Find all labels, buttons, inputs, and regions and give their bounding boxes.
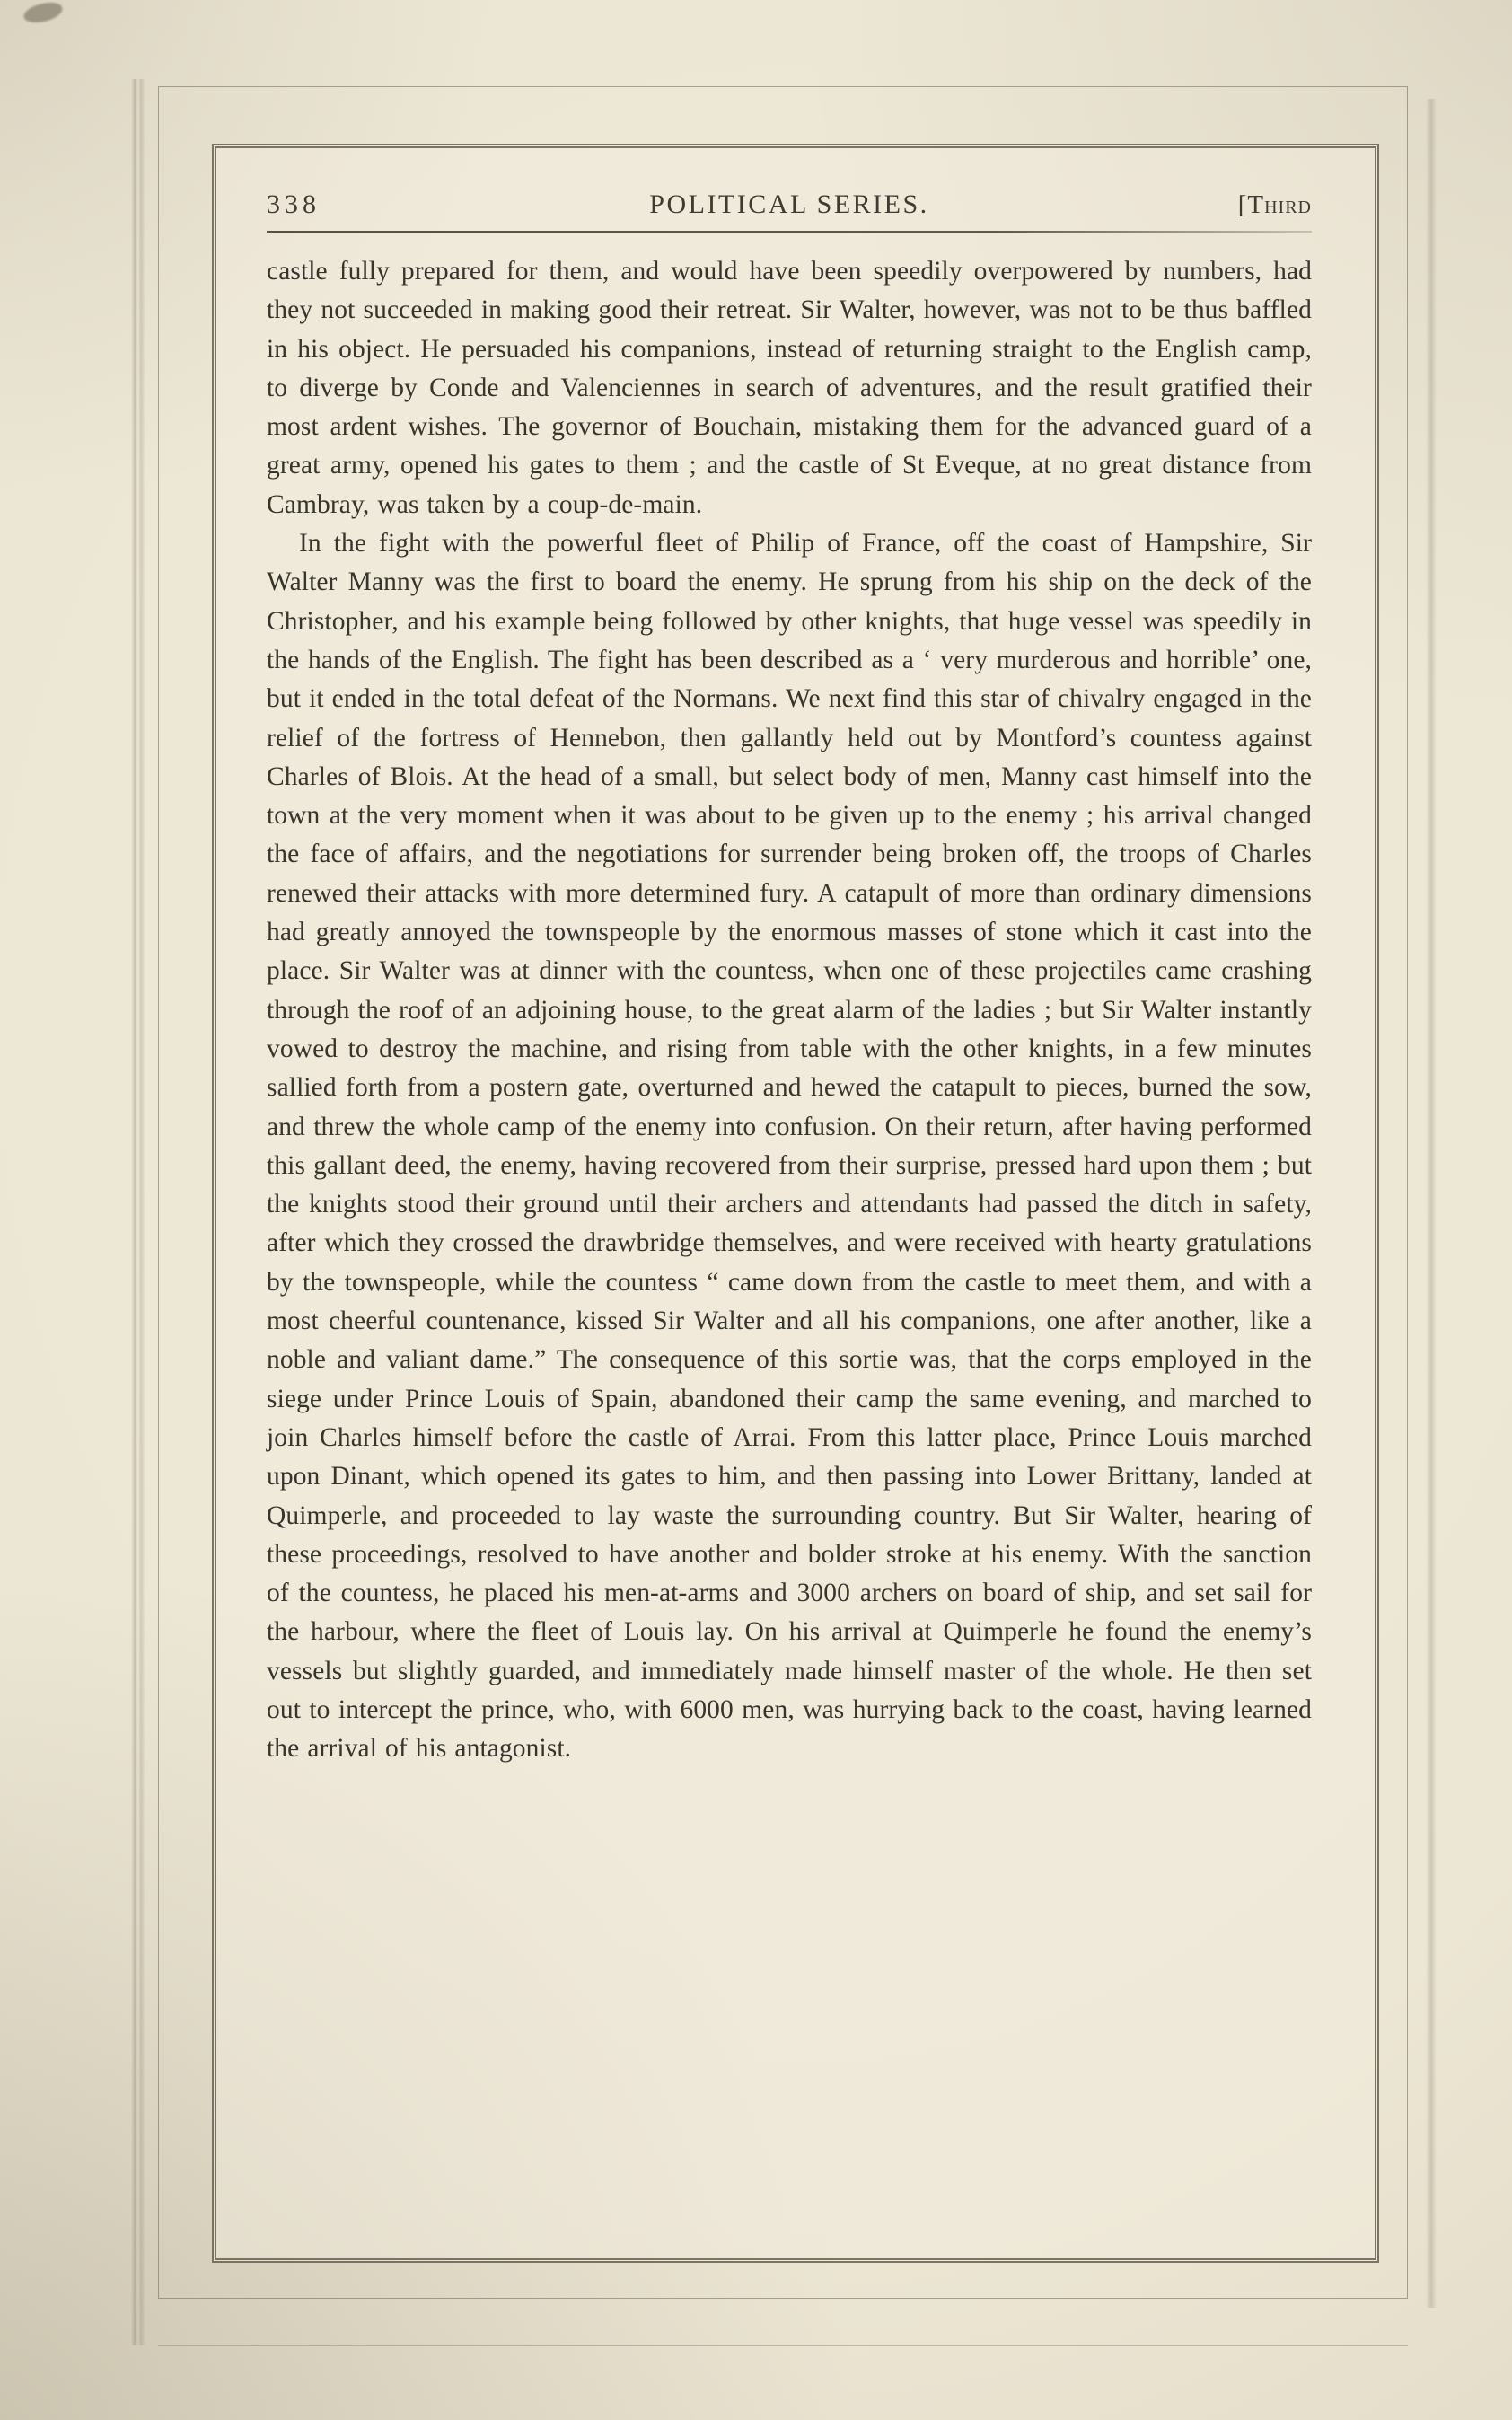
page-edge-right [1426,99,1437,2308]
header-rule [267,231,1312,233]
header-right-label: [Third [1237,190,1312,219]
scan-artifact-corner [22,0,65,26]
page-content [216,148,1375,2258]
body-text [267,252,1312,1769]
page-header [267,189,1312,220]
page-number: 338 [267,189,321,219]
page-edge-left [131,79,145,2345]
bottom-rule [158,2345,1408,2346]
paragraph: castle fully prepared for them, and would have been speedily overpowered by numbers, had they not succeeded in making good their retreat. Sir Walter, however, was not to be thus baffled in his object. He persuaded his companions, instead of returning straight to the English camp, to diverge by Conde and Valenciennes in search of adventures, and the result gratified their most ardent wishes. The governor of Bouchain, mistaking them for the advanced guard of a great army, opened his gates to them ; and the castle of St Eveque, at no great distance from Cambray, was taken by a coup-de-main. [267,257,1312,519]
inner-border [212,144,1379,2263]
paragraph: In the fight with the powerful fleet of Philip of France, off the coast of Hampshire, Sir Walter Manny was the first to board the enemy. He sprung from his ship on the deck of the Christopher, and his example being followed by other knights, that huge vessel was speedily in the hands of the English. The fight has been described as a ‘ very murderous and horrible’ one, but it ended in the total defeat of the Normans. We next find this star of chivalry engaged in the relief of the fortress of Hennebon, then gallantly held out by Montford’s countess against Charles of Blois. At the head of a small, but select body of men, Manny cast himself into the town at the very moment when it was about to be given up to the enemy ; his arrival changed the face of affairs, and the negotiations for surrender being broken off, the troops of Charles renewed their attacks with more determined fury. A catapult of more than ordinary dimensions had greatly annoyed the townspeople by the enormous masses of stone which it cast into the place. Sir Walter was at dinner with the countess, when one of these projectiles came crashing through the roof of an adjoining house, to the great alarm of the ladies ; but Sir Walter instantly vowed to destroy the machine, and rising from table with the other knights, in a few minutes sallied forth from a postern gate, overturned and hewed the catapult to pieces, burned the sow, and threw the whole camp of the enemy into confusion. On their return, after having performed this gallant deed, the enemy, having recovered from their surprise, pressed hard upon them ; but the knights stood their ground until their archers and attendants had passed the ditch in safety, after which they crossed the drawbridge themselves, and were received with hearty gratulations by the townspeople, while the countess “ came down from the castle to meet them, and with a most cheerful countenance, kissed Sir Walter and all his companions, one after another, like a noble and valiant dame.” The consequence of this sortie was, that the corps employed in the siege under Prince Louis of Spain, abandoned their camp the same evening, and marched to join Charles himself before the castle of Arrai. From this latter place, Prince Louis marched upon Dinant, which opened its gates to him, and then passing into Lower Brittany, landed at Quimperle, and proceeded to lay waste the surrounding country. But Sir Walter, hearing of these proceedings, resolved to have another and bolder stroke at his enemy. With the sanction of the countess, he placed his men-at-arms and 3000 archers on board of ship, and set sail for the harbour, where the fleet of Louis lay. On his arrival at Quimperle he found the enemy’s vessels but slightly guarded, and immediately made himself master of the whole. He then set out to intercept the prince, who, with 6000 men, was hurrying back to the coast, having learned the arrival of his antagonist. [267,529,1312,1764]
page-title: POLITICAL SERIES. [649,189,929,219]
